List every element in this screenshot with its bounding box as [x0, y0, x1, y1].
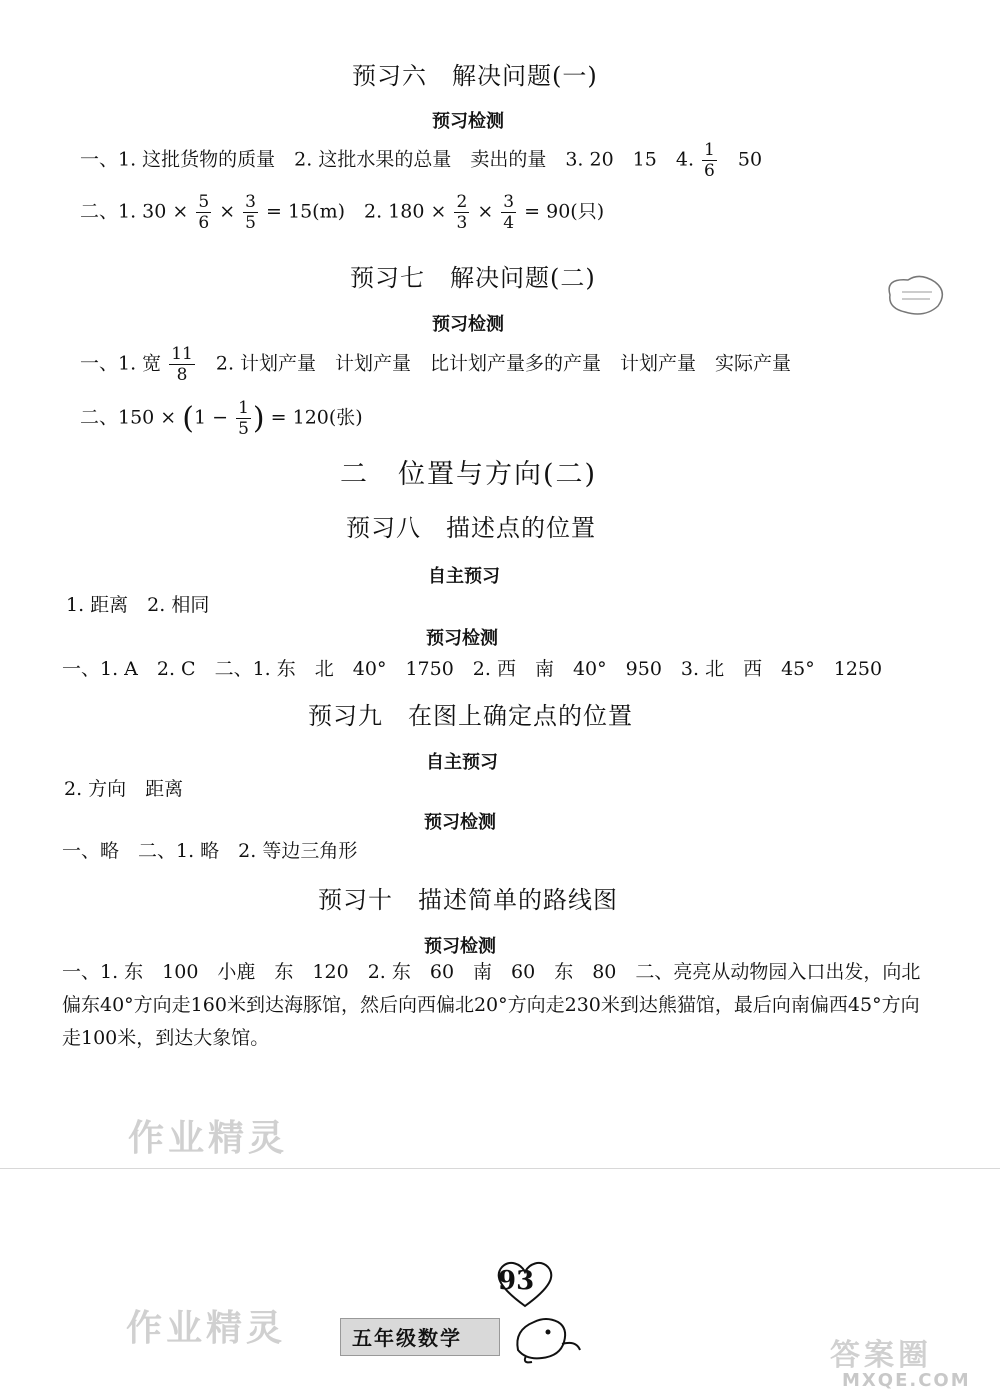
answer-paragraph-10: 一、1. 东 100 小鹿 东 120 2. 东 60 南 60 东 80 二、亮亮从动物园入口出发，向北偏东40°方向走160米到达海豚馆，然后向西偏北20°方向走230米到达熊猫馆，最后向南偏西45°方向走100米，到达大象馆。 [62, 961, 921, 1049]
subheading-check-7: 预习检测 [432, 314, 504, 335]
subheading-preview-8: 自主预习 [428, 566, 500, 587]
fraction: $\frac{1}{6}$ [704, 140, 715, 181]
answer-line-9-2: 一、略 二、1. 略 2. 等边三角形 [62, 840, 358, 862]
answer-line-7-2: 二、150 × (1 − $\frac{1}{5}$ ) = 120(张) [80, 398, 363, 439]
fraction: $\frac{5}{6}$ [198, 192, 210, 233]
footer-label: 五年级数学 [352, 1326, 462, 1350]
answer-line-9-1: 2. 方向 距离 [64, 778, 184, 800]
fraction: $\frac{11}{8}$ [171, 344, 193, 385]
subheading-check-9: 预习检测 [424, 812, 496, 833]
page-number: 93 [498, 1266, 535, 1296]
watermark-mid: 作业精灵 [128, 1118, 289, 1159]
fraction: $\frac{1}{5}$ [238, 398, 249, 439]
watermark-bottom: 作业精灵 [126, 1308, 287, 1349]
subheading-check-6: 预习检测 [432, 111, 504, 132]
chapter-title: 二 位置与方向(二) [340, 459, 598, 490]
seal-mascot-icon [506, 1300, 586, 1366]
subheading-check-10: 预习检测 [424, 936, 496, 957]
watermark-right-url: MXQE.COM [842, 1370, 971, 1391]
answer-line-6-2: 二、1. 30 × $\frac{5}{6}$ × $\frac{3}{5}$ = 15(m) 2. 180 × $\frac{2}{3}$ × $\frac{3}{4}$ = 90(只) [80, 192, 605, 233]
section-title-8: 预习八 描述点的位置 [346, 514, 596, 542]
fraction: $\frac{2}{3}$ [456, 192, 468, 233]
section-title-7: 预习七 解决问题(二) [350, 264, 596, 292]
answer-line-6-1: 一、1. 这批货物的质量 2. 这批水果的总量 卖出的量 3. 20 15 4. $\frac{1}{6}$ 50 [80, 140, 763, 181]
section-title-10: 预习十 描述简单的路线图 [318, 886, 618, 914]
answer-line-8-2: 一、1. A 2. C 二、1. 东 北 40° 1750 2. 西 南 40° 950 3. 北 西 45° 1250 [62, 658, 883, 680]
stamp-icon [880, 270, 950, 320]
subheading-preview-9: 自主预习 [426, 752, 498, 773]
answer-line-7-1: 一、1. 宽 $\frac{11}{8}$ 2. 计划产量 计划产量 比计划产量多的产量 计划产量 实际产量 [80, 344, 792, 385]
fraction: $\frac{3}{5}$ [245, 192, 256, 233]
fraction: $\frac{3}{4}$ [503, 192, 515, 233]
answer-line-8-1: 1. 距离 2. 相同 [66, 594, 210, 616]
page-divider [0, 1168, 1000, 1169]
subheading-check-8: 预习检测 [426, 628, 498, 649]
section-title-9: 预习九 在图上确定点的位置 [308, 702, 633, 730]
watermark-right: 答案圈 [830, 1338, 932, 1373]
section-title-6: 预习六 解决问题(一) [352, 62, 598, 90]
